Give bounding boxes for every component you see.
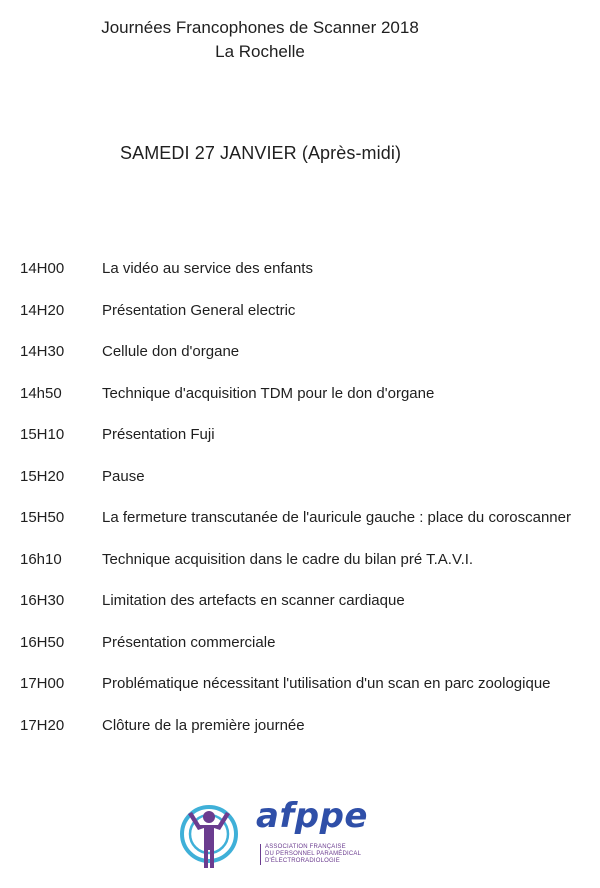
schedule-title: La fermeture transcutanée de l'auricule gauche : place du coroscanner [102,509,571,526]
schedule-title: Limitation des artefacts en scanner cardiaque [102,592,405,609]
schedule-title: Cellule don d'organe [102,343,240,360]
schedule-row [20,550,600,592]
schedule-title: Technique acquisition dans le cadre du bilan pré T.A.V.I. [102,550,474,568]
afppe-logo [178,796,378,876]
event-header [0,16,520,64]
schedule-time: 14h50 [20,384,62,402]
schedule-title: Pause [102,467,145,485]
schedule-row [20,342,600,384]
afppe-person-logo-icon [178,800,240,872]
schedule-title: La vidéo au service des enfants [102,260,313,277]
schedule-row [20,425,600,467]
schedule-row [20,508,600,550]
schedule-title: Clôture de la première journée [102,716,305,734]
schedule-time: 15H10 [20,426,65,443]
schedule-time: 17H00 [20,675,65,692]
schedule-title: Présentation General electric [102,301,296,319]
event-title: Journées Francophones de Scanner 2018 [101,18,419,37]
schedule-title: Présentation Fuji [102,426,215,443]
schedule-row [20,591,600,633]
event-location: La Rochelle [215,42,305,61]
schedule-time: 14H00 [20,260,65,277]
afppe-subtitle [260,844,361,865]
schedule-row [20,716,600,758]
schedule-title: Présentation commerciale [102,633,276,651]
schedule-title: Problématique nécessitant l'utilisation d'un scan en parc zoologique [102,675,551,692]
schedule-time: 14H20 [20,301,65,319]
schedule-row [20,633,600,675]
schedule-row [20,384,600,426]
schedule-time: 15H20 [20,467,65,485]
afppe-subtitle-line: D'ÉLECTRORADIOLOGIE [265,858,340,864]
schedule-time: 14H30 [20,343,65,360]
afppe-subtitle-line: DU PERSONNEL PARAMÉDICAL [265,851,362,857]
schedule-row [20,674,600,716]
schedule-time: 16H50 [20,633,65,651]
schedule-row [20,301,600,343]
day-title: SAMEDI 27 JANVIER (Après-midi) [120,143,402,163]
schedule-title: Technique d'acquisition TDM pour le don d'organe [102,384,435,402]
schedule-time: 15H50 [20,509,65,526]
schedule-list [20,259,600,757]
afppe-subtitle-line: ASSOCIATION FRANÇAISE [265,844,346,850]
schedule-time: 16H30 [20,592,65,609]
schedule-row [20,259,600,301]
schedule-row [20,467,600,509]
schedule-time: 17H20 [20,716,65,734]
afppe-wordmark: afppe [256,796,368,836]
schedule-time: 16h10 [20,550,62,568]
